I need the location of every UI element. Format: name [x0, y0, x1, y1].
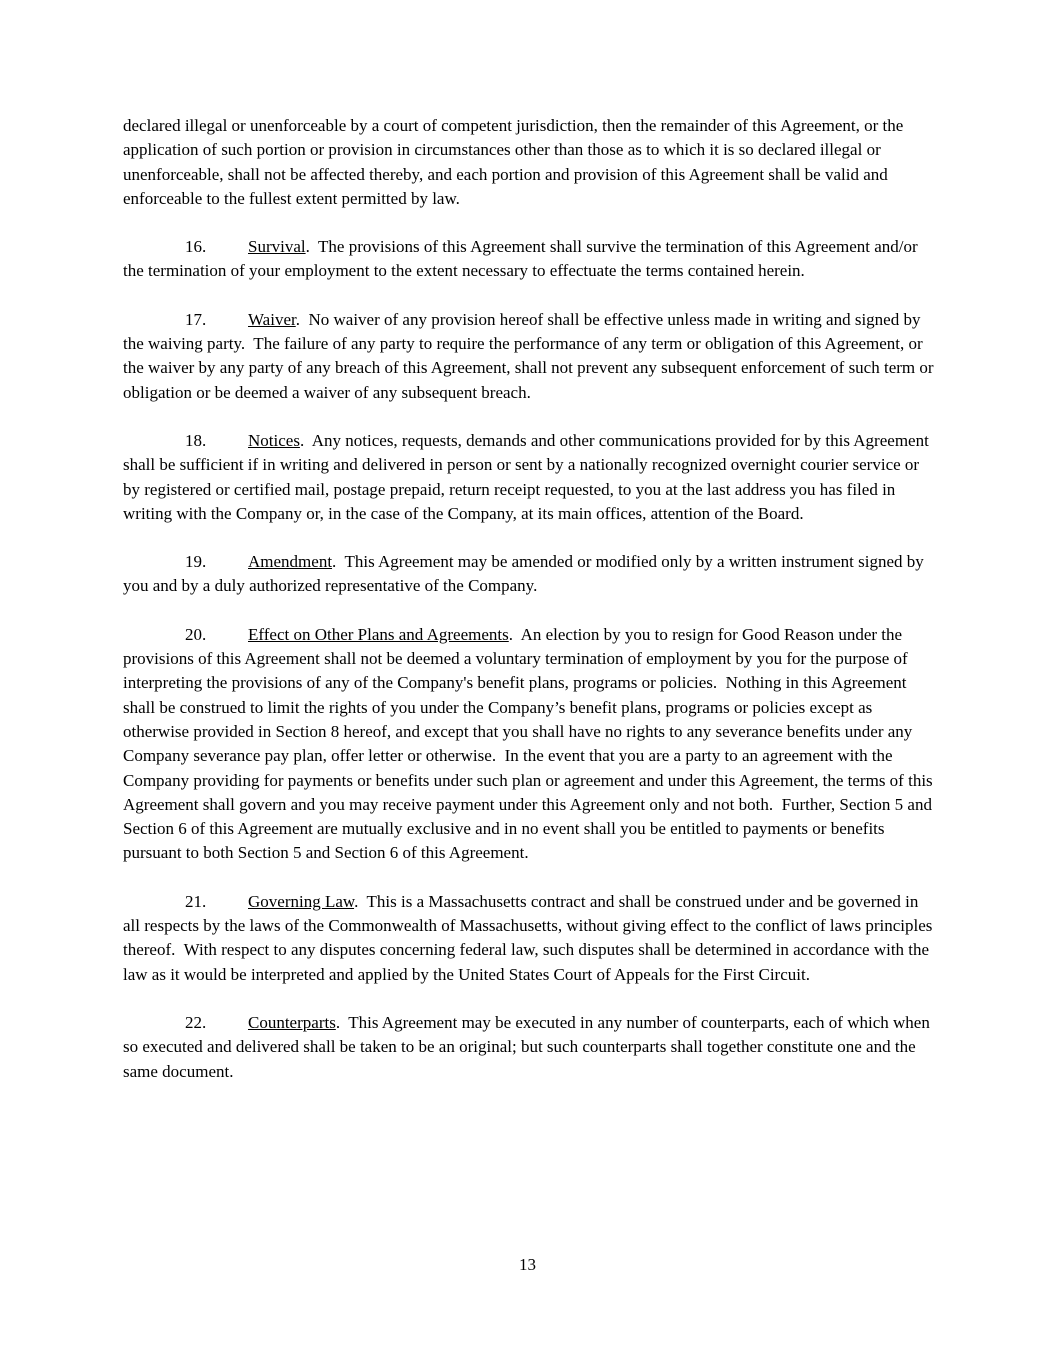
section-body: . The provisions of this Agreement shall survive the termination of this Agreement and/or the termination of your employment to the extent necessary to effectuate the terms contained herein. — [123, 237, 922, 281]
section-heading: Counterparts — [248, 1012, 336, 1032]
section-22-counterparts — [123, 1011, 935, 1084]
section-number: 16. — [185, 237, 207, 257]
section-heading: Governing Law — [248, 891, 355, 911]
section-16-survival — [123, 235, 935, 284]
section-heading: Waiver — [248, 309, 296, 329]
section-17-waiver — [123, 308, 938, 405]
section-heading: Survival — [248, 237, 306, 257]
section-body: . This is a Massachusetts contract and shall be construed under and be governed in all respects by the laws of the Commonwealth of Massachusetts, without giving effect to the conflict of laws principles thereof. With respect to any disputes concerning federal law, such disputes shall be determined in accordance with the law as it would be interpreted and applied by the United States Court of Appeals for the First Circuit. — [123, 891, 937, 984]
section-18-notices — [123, 429, 935, 526]
section-heading: Amendment — [248, 552, 333, 572]
section-number: 21. — [185, 891, 207, 911]
section-19-amendment — [123, 550, 935, 599]
section-body: . This Agreement may be amended or modified only by a written instrument signed by you and by a duly authorized representative of the Company. — [123, 552, 929, 596]
section-body: . This Agreement may be executed in any number of counterparts, each of which when so executed and delivered shall be taken to be an original; but such counterparts shall together constitute one and the same document. — [123, 1012, 935, 1081]
section-heading: Notices — [248, 430, 300, 450]
section-body: . An election by you to resign for Good Reason under the provisions of this Agreement shall not be deemed a voluntary termination of employment by you for the purpose of interpreting the provisions of any of the Company's benefit plans, programs or policies. Nothing in this Agreement shall be construed to limit the rights of you under the Company’s benefit plans, programs or policies except as otherwise provided in Section 8 hereof, and except that you shall have no rights to any severance benefits under any Company severance pay plan, offer letter or otherwise. In the event that you are a party to an agreement with the Company providing for payments or benefits under such plan or agreement and under this Agreement, the terms of this Agreement shall govern and you may receive payment under this Agreement only and not both. Further, Section 5 and Section 6 of this Agreement are mutually exclusive and in no event shall you be entitled to payments or benefits pursuant to both Section 5 and Section 6 of this Agreement. — [123, 624, 937, 863]
section-21-governing-law — [123, 890, 935, 987]
section-body: . No waiver of any provision hereof shall be effective unless made in writing and signed by the waiving party. The failure of any party to require the performance of any term or obligation of this Agreement, or the waiver by any party of any breach of this Agreement, shall not prevent any subsequent enforcement of such term or obligation or be deemed a waiver of any subsequent breach. — [123, 309, 938, 402]
section-heading: Effect on Other Plans and Agreements — [248, 624, 509, 644]
paragraph-continuation: declared illegal or unenforceable by a court of competent jurisdiction, then the remainder of this Agreement, or the application of such portion or provision in circumstances other than those as to which it is so declared illegal or unenforceable, shall not be affected thereby, and each portion and provision of this Agreement shall be valid and enforceable to the fullest extent permitted by law. — [123, 116, 908, 208]
section-number: 17. — [185, 309, 207, 329]
section-number: 22. — [185, 1012, 207, 1032]
section-number: 19. — [185, 552, 207, 572]
section-number: 20. — [185, 624, 207, 644]
section-number: 18. — [185, 430, 207, 450]
page-number: 13 — [519, 1255, 536, 1274]
section-20-effect-on-other-plans — [123, 623, 935, 866]
section-body: . Any notices, requests, demands and other communications provided for by this Agreement shall be sufficient if in writing and delivered in person or sent by a nationally recognized overnight courier service or by registered or certified mail, postage prepaid, return receipt requested, to you at the last address you has filed in writing with the Company or, in the case of the Company, at its main offices, attention of the Board. — [123, 430, 934, 523]
